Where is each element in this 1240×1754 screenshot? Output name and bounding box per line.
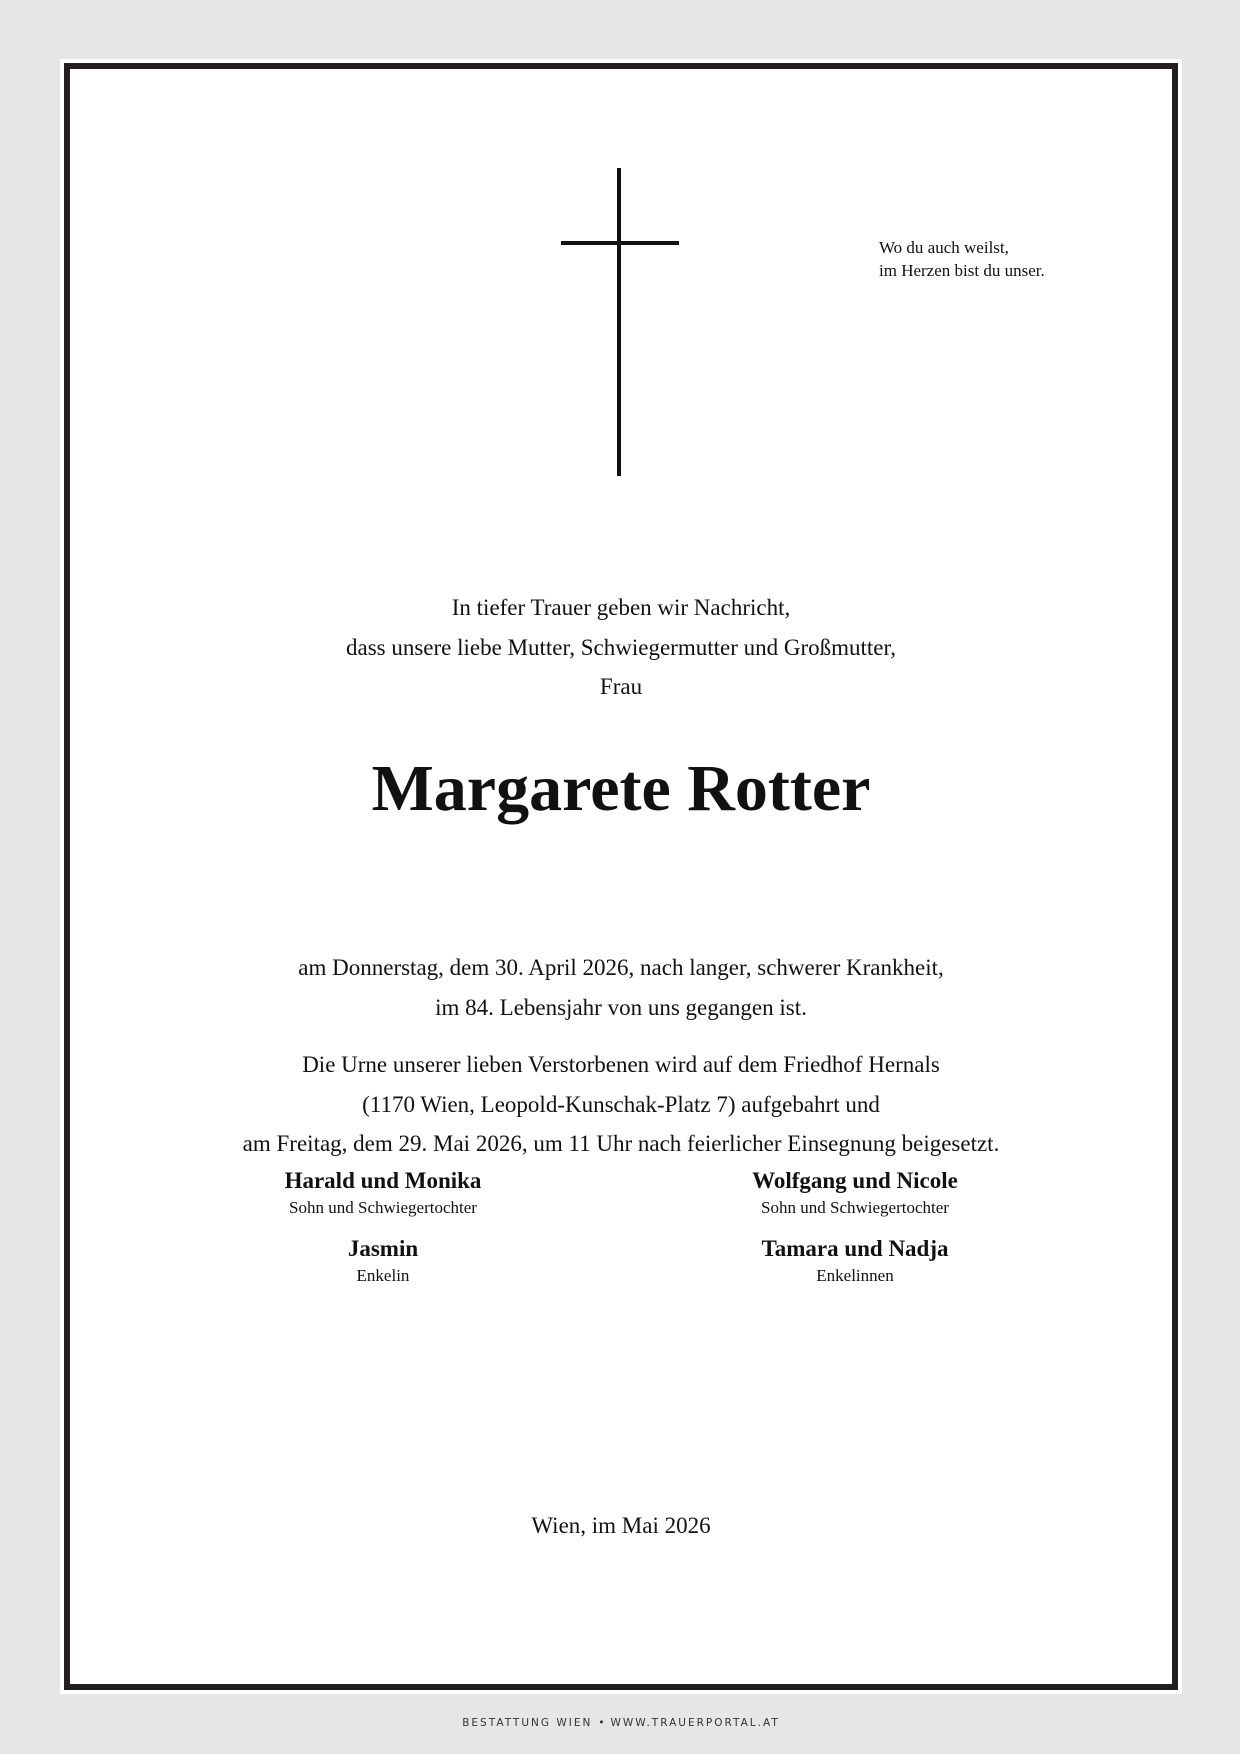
- mourner-relation: Enkelin: [356, 1266, 410, 1285]
- mourner-name: Harald und Monika: [284, 1168, 482, 1193]
- cross-vertical-bar: [617, 168, 621, 476]
- deceased-name: Margarete Rotter: [371, 752, 871, 825]
- motto: [879, 236, 1045, 282]
- intro-line: In tiefer Trauer geben wir Nachricht,: [451, 595, 791, 620]
- motto-line: im Herzen bist du unser.: [879, 261, 1045, 280]
- mourner-entry: [173, 1234, 593, 1288]
- mourner-relation: Enkelinnen: [816, 1266, 894, 1285]
- footer: [60, 1717, 1182, 1729]
- motto-line: Wo du auch weilst,: [879, 238, 1009, 257]
- cross-horizontal-bar: [561, 241, 679, 245]
- footer-publisher: BESTATTUNG WIEN: [462, 1717, 593, 1729]
- death-notice-sheet: [60, 59, 1182, 1729]
- burial-line: (1170 Wien, Leopold-Kunschak-Platz 7) aufgebahrt und: [362, 1091, 880, 1117]
- notice-frame: [64, 63, 1178, 1690]
- mourner-entry: [645, 1234, 1065, 1288]
- mourner-name: Tamara und Nadja: [761, 1236, 949, 1261]
- mourner-name: Wolfgang und Nicole: [752, 1168, 958, 1193]
- footer-website: WWW.TRAUERPORTAL.AT: [610, 1717, 780, 1729]
- footer-separator: •: [598, 1717, 605, 1729]
- intro-text: [60, 588, 1182, 707]
- mourner-entry: [645, 1166, 1065, 1220]
- burial-line: Die Urne unserer lieben Verstorbenen wird auf dem Friedhof Hernals: [302, 1052, 940, 1077]
- death-line: am Donnerstag, dem 30. April 2026, nach langer, schwerer Krankheit,: [298, 955, 944, 980]
- intro-line: dass unsere liebe Mutter, Schwiegermutter und Großmutter,: [345, 634, 896, 660]
- death-line: im 84. Lebensjahr von uns gegangen ist.: [435, 994, 807, 1020]
- mourner-relation: Sohn und Schwiegertochter: [289, 1198, 477, 1217]
- mourner-name: Jasmin: [347, 1236, 419, 1261]
- mourner-relation: Sohn und Schwiegertochter: [761, 1198, 949, 1217]
- burial-text: [60, 1045, 1182, 1164]
- place-date: Wien, im Mai 2026: [531, 1513, 711, 1538]
- mourner-entry: [173, 1166, 593, 1220]
- burial-line: am Freitag, dem 29. Mai 2026, um 11 Uhr nach feierlicher Einsegnung beigesetzt.: [242, 1131, 1000, 1156]
- death-text: [60, 948, 1182, 1027]
- intro-line: Frau: [599, 674, 643, 699]
